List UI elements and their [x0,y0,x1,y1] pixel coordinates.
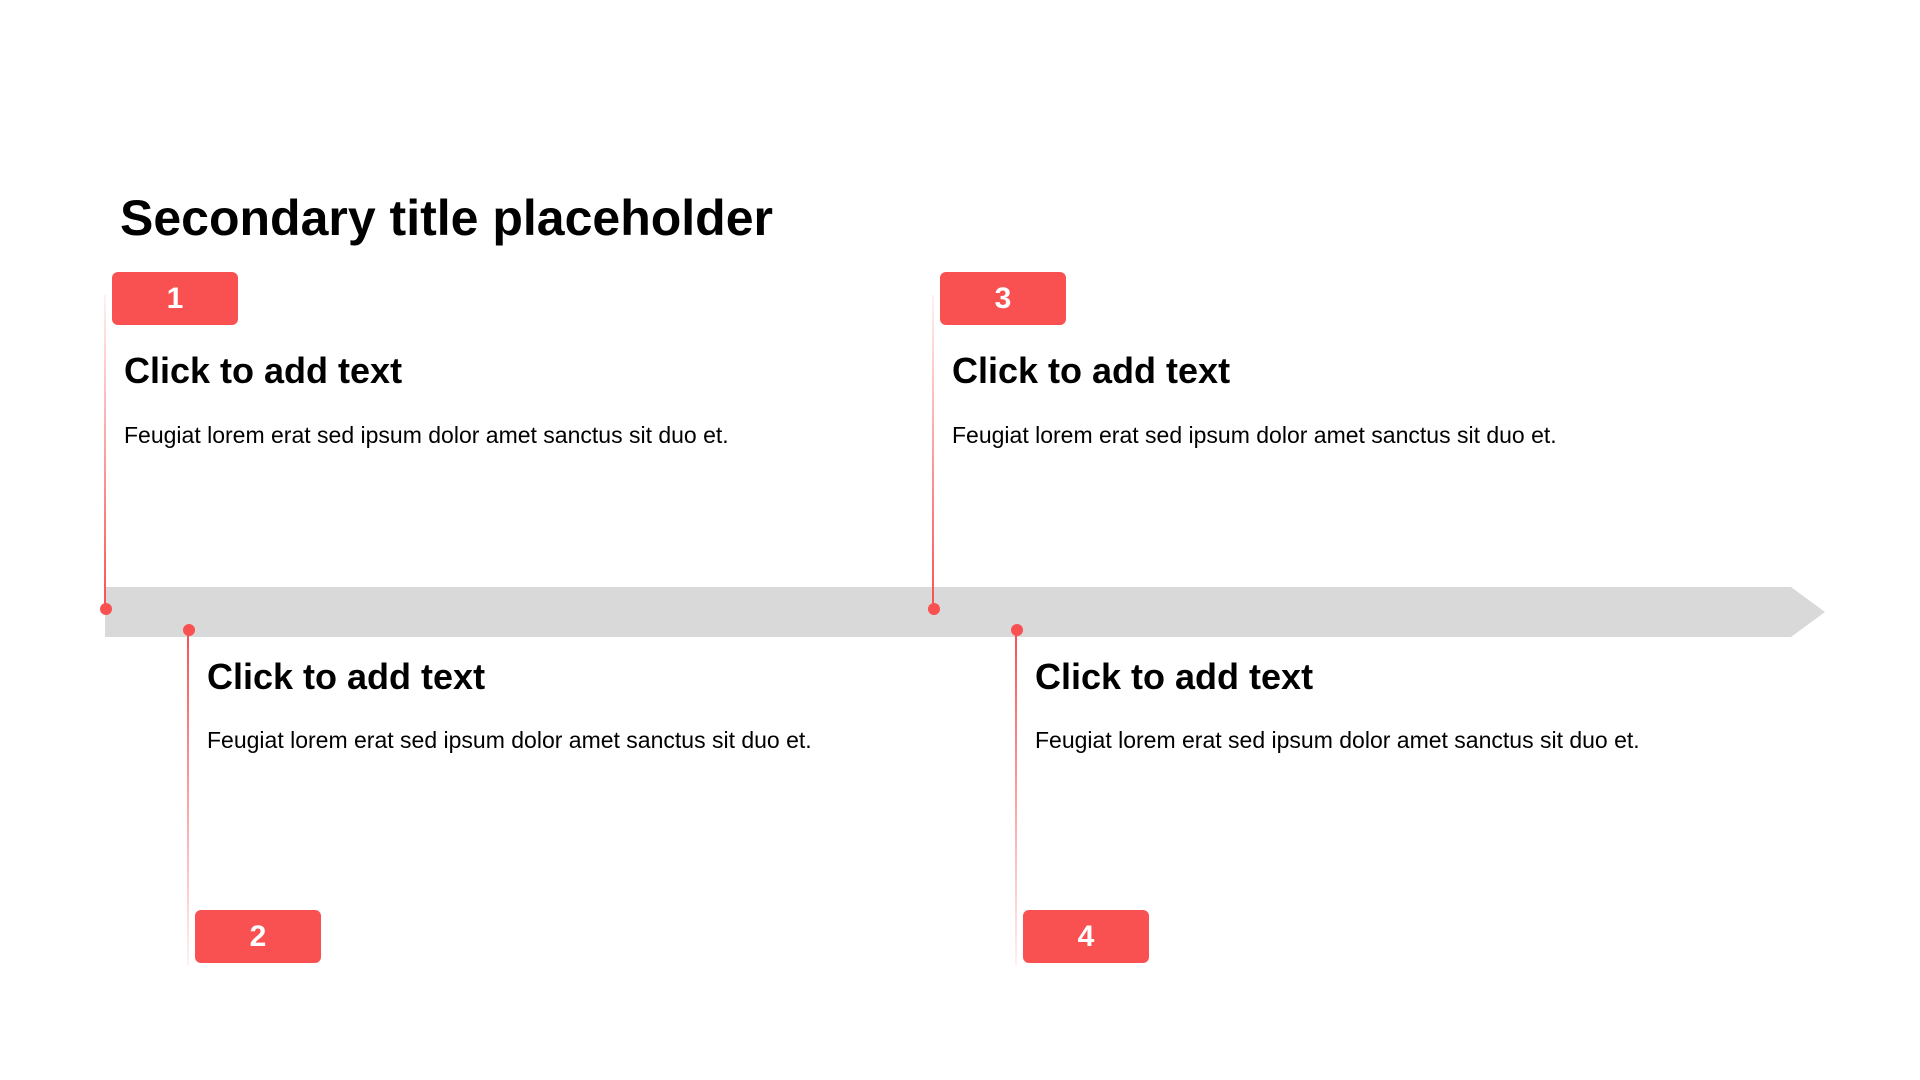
step-badge-1: 1 [112,272,238,325]
step-badge-2: 2 [195,910,321,963]
step-heading-3[interactable]: Click to add text [952,350,1231,391]
step-badge-3: 3 [940,272,1066,325]
step-badge-4: 4 [1023,910,1149,963]
connector-line-1 [104,295,106,609]
timeline-arrow [105,587,1825,637]
step-heading-1[interactable]: Click to add text [124,350,403,391]
timeline-marker-3 [928,603,940,615]
timeline-arrow-shape [105,587,1825,637]
connector-line-4 [1015,630,1017,966]
timeline-marker-1 [100,603,112,615]
step-heading-2[interactable]: Click to add text [207,656,486,697]
step-body-4[interactable]: Feugiat lorem erat sed ipsum dolor amet sanctus sit duo et. [1035,727,1640,753]
step-body-3[interactable]: Feugiat lorem erat sed ipsum dolor amet sanctus sit duo et. [952,422,1557,448]
step-body-2[interactable]: Feugiat lorem erat sed ipsum dolor amet sanctus sit duo et. [207,727,812,753]
slide-title[interactable]: Secondary title placeholder [120,190,773,246]
timeline-marker-2 [183,624,195,636]
step-body-1[interactable]: Feugiat lorem erat sed ipsum dolor amet sanctus sit duo et. [124,422,729,448]
connector-line-3 [932,295,934,609]
connector-line-2 [187,630,189,966]
timeline-marker-4 [1011,624,1023,636]
step-heading-4[interactable]: Click to add text [1035,656,1314,697]
